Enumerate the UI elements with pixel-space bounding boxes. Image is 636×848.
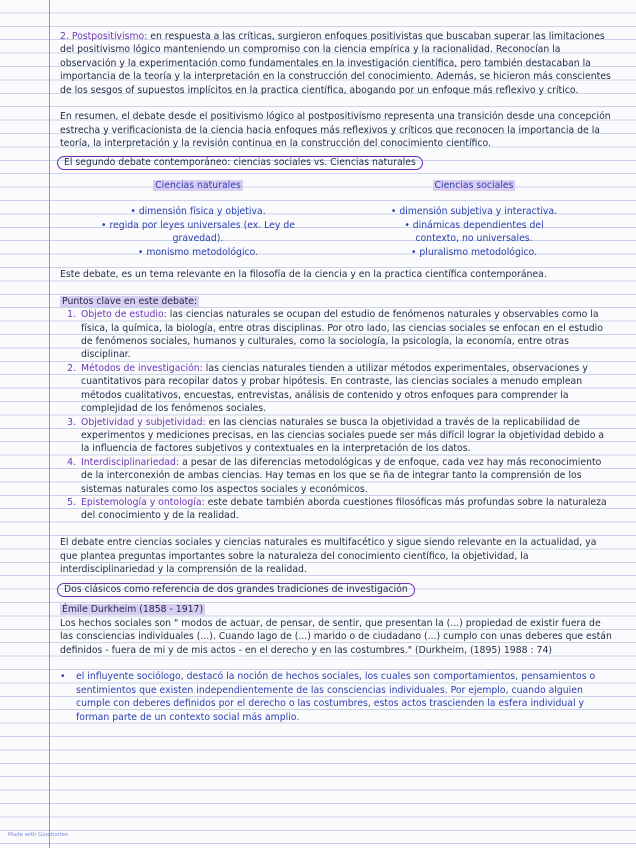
- key-point-text: las ciencias naturales tienden a utilizar métodos experimentales, observaciones y cuantitativos para recopilar datos y probar hipótesis. En contraste, las ciencias sociales a menudo emplean métodos cualitativos, encuestas, entrevistas, análisis de contenido y otros enfoques para comprender la complejidad de los fenómenos sociales.: [81, 362, 588, 415]
- natural-column: [60, 179, 336, 259]
- key-point-item: [79, 416, 612, 456]
- key-point-term: Epistemología y ontología:: [81, 496, 205, 508]
- classics-title: Dos clásicos como referencia de dos grandes tradiciones de investigación: [57, 583, 415, 597]
- key-points-list: [60, 308, 612, 523]
- social-heading: Ciencias sociales: [434, 179, 514, 191]
- comparison-columns: [60, 179, 612, 259]
- postpositivismo-text: en respuesta a las críticas, surgieron enfoques positivistas que buscaban superar las limitaciones del positivismo lógico manteniendo un compromiso con la ciencia empírica y la racionalidad. Reconocían la observación y la experimentación como fundamentales en la investigación científica, pero también destacaban la importancia de la teoría y la interpretación en la construcción del conocimiento. Además, se hicieron más conscientes de los sesgos of supuestos implícitos en la practica científica, abogando por un enfoque más reflexivo y crítico.: [60, 31, 611, 96]
- key-point-text: a pesar de las diferencias metodológicas y de enfoque, cada vez hay más reconocimiento de la interconexión de ambas ciencias. Hay temas en los que se ña de integrar tanto la comprensión de los sistemas naturales como los aspectos sociales y económicos.: [81, 456, 602, 495]
- relevance-paragraph: Este debate, es un tema relevante en la filosofía de la ciencia y en la practica científica contemporánea.: [60, 269, 547, 281]
- key-point-text: en las ciencias naturales se busca la objetividad a través de la replicabilidad de experimentos y mediciones precisas, en las ciencias sociales puede ser más difícil lograr la objetividad debido a la influencia de factores subjetivos y contextuales en la interpretación de los datos.: [81, 416, 605, 455]
- key-points-title: Puntos clave en este debate:: [62, 295, 198, 307]
- natural-item: • regida por leyes universales (ex. Ley de gravedad).: [60, 219, 336, 246]
- classics-title-row: [60, 583, 612, 597]
- note-page: [60, 30, 612, 724]
- key-point-term: Objeto de estudio:: [81, 309, 167, 321]
- key-point-term: Interdisciplinariedad:: [81, 456, 180, 468]
- margin-line: [49, 0, 50, 848]
- postpositivismo-paragraph: [60, 30, 612, 97]
- durkheim-quote: Los hechos sociales son " modos de actuar, de pensar, de sentir, que presentan la (...) propiedad de existir fuera de las consciencias individuales (...). Cuando lago de (...) marido o de ciudadano (...) cumplo con unas deberes que están definidos - fuera de mi y de mis actos - en el derecho y en las costumbres." (Durkheim, (1895) 1988 : 74): [60, 617, 612, 656]
- key-points-title-row: [60, 295, 612, 308]
- social-item: • pluralismo metodológico.: [336, 246, 612, 259]
- key-point-text: este debate también aborda cuestiones filosóficas más profundas sobre la naturaleza del conocimiento y de la realidad.: [81, 496, 607, 522]
- natural-heading: Ciencias naturales: [155, 179, 241, 191]
- goodnotes-badge: Made with Goodnotes: [8, 832, 68, 838]
- key-point-term: Métodos de investigación:: [81, 362, 203, 374]
- key-point-term: Objetividad y subjetividad:: [81, 416, 206, 428]
- natural-item: • dimensión física y objetiva.: [60, 205, 336, 218]
- key-point-item: [79, 456, 612, 496]
- author-name: Émile Durkheim (1858 - 1917): [62, 604, 204, 616]
- social-column: [336, 179, 612, 259]
- social-item: • dimensión subjetiva y interactiva.: [336, 205, 612, 218]
- social-item: • dinámicas dependientes del contexto, no universales.: [336, 219, 612, 246]
- durkheim-note: • el influyente sociólogo, destacó la noción de hechos sociales, los cuales son comportamientos, pensamientos o sentimientos que existen independientemente de las consciencias individuales. Por ejemplo, cuando alguien cumple con deberes definidos por el derecho o las costumbres, estos actos trascienden la esfera individual y forman parte de un contexto social más amplio.: [60, 670, 612, 724]
- author-row: [60, 603, 612, 616]
- natural-list: [60, 205, 336, 259]
- key-point-text: las ciencias naturales se ocupan del estudio de fenómenos naturales y observables como la física, la química, la biología, entre otras disciplinas. Por otro lado, las ciencias sociales se enfocan en el estudio de fenómenos sociales, humanos y culturales, como la sociología, la psicología, la economía, entre otras disciplinar.: [81, 309, 603, 361]
- key-point-item: [79, 496, 612, 523]
- summary-paragraph: En resumen, el debate desde el positivismo lógico al postpositivismo representa una transición desde una concepción estrecha y verificacionista de la ciencia hacia enfoques más reflexivos y críticos que reconocen la importancia de la teoría, la interpretación y la revisión continua en la construcción del conocimiento científico.: [60, 111, 611, 150]
- conclusion-paragraph: El debate entre ciencias sociales y ciencias naturales es multifacético y sigue siendo relevante en la actualidad, ya que plantea preguntas importantes sobre la naturaleza del conocimiento científico, la objetividad, la interdisciplinariedad y la comprensión de la realidad.: [60, 537, 597, 575]
- postpositivismo-label: 2. Postpositivismo:: [60, 31, 148, 42]
- debate-title: El segundo debate contemporáneo: ciencias sociales vs. Ciencias naturales: [57, 156, 423, 170]
- debate-title-row: [60, 156, 612, 170]
- social-list: [336, 205, 612, 259]
- key-point-item: [79, 308, 612, 362]
- natural-item: • monismo metodológico.: [60, 246, 336, 259]
- key-point-item: [79, 362, 612, 416]
